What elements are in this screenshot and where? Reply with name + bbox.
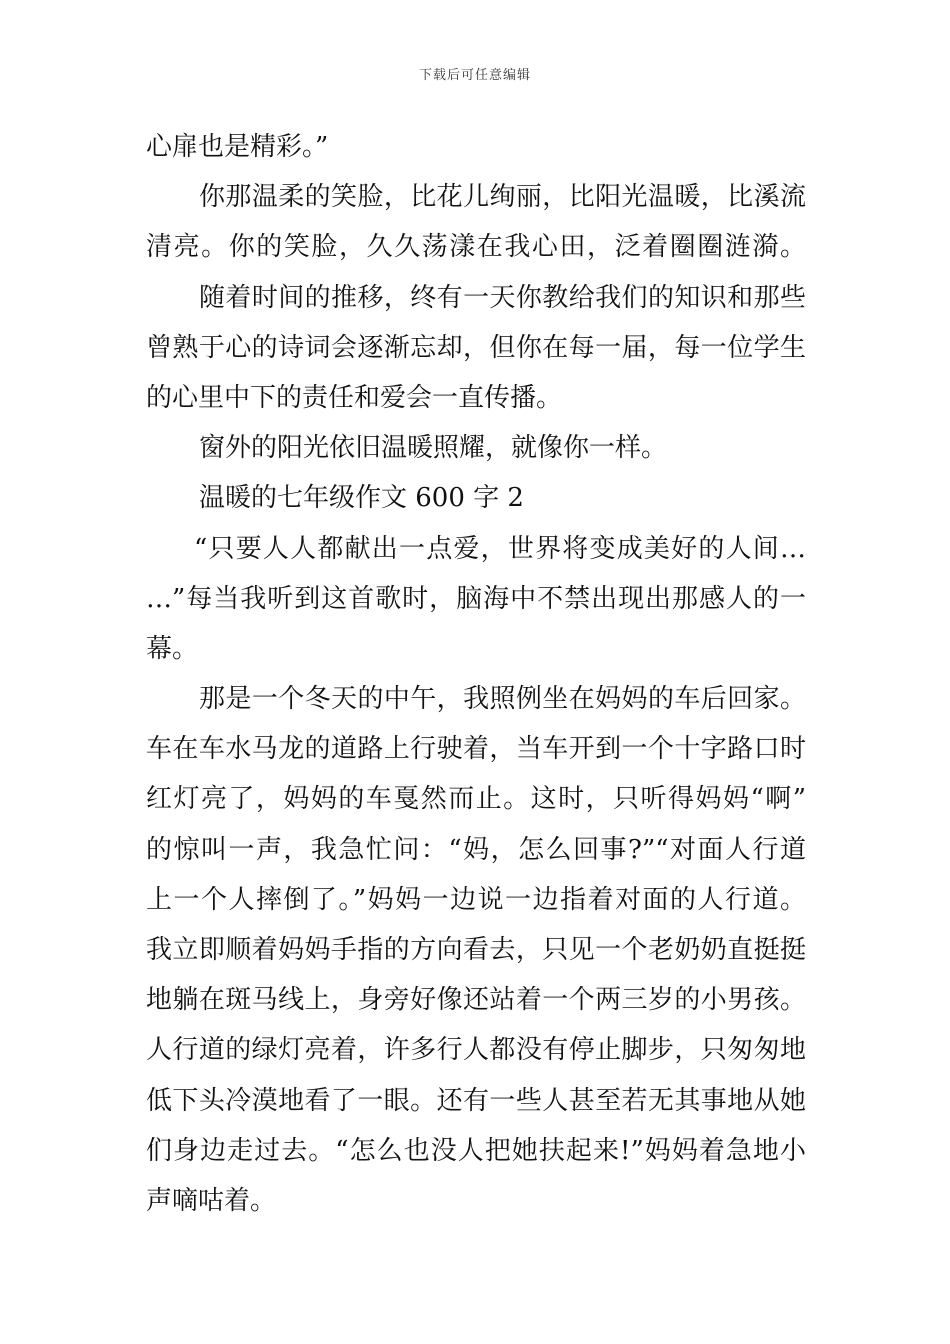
text-line: 地躺在斑马线上，身旁好像还站着一个两三岁的小男孩。 xyxy=(146,985,806,1016)
text-line: 低下头冷漠地看了一眼。还有一些人甚至若无其事地从她 xyxy=(146,1085,806,1116)
text-line: 们身边走过去。“怎么也没人把她扶起来!”妈妈着急地小 xyxy=(146,1135,806,1166)
text-line: …”每当我听到这首歌时，脑海中不禁出现出那感人的一 xyxy=(146,583,806,614)
paragraph-line: 随着时间的推移，终有一天你教给我们的知识和那些 xyxy=(199,282,806,313)
document-body xyxy=(146,122,806,1226)
text-line: 的惊叫一声，我急忙问：“妈，怎么回事?”“对面人行道 xyxy=(146,834,806,865)
text-line: 曾熟于心的诗词会逐渐忘却，但你在每一届，每一位学生 xyxy=(146,332,806,363)
page-header: 下载后可任意编辑 xyxy=(418,68,531,83)
text-line: 我立即顺着妈妈手指的方向看去，只见一个老奶奶直挺挺 xyxy=(146,935,806,965)
paragraph-line: 窗外的阳光依旧温暖照耀，就像你一样。 xyxy=(199,433,668,464)
section-title: 温暖的七年级作文 600 字 2 xyxy=(199,483,524,514)
paragraph-line: 你那温柔的笑脸，比花儿绚丽，比阳光温暖，比溪流 xyxy=(199,182,806,213)
text-line: 心扉也是精彩。” xyxy=(146,132,329,162)
text-line: 清亮。你的笑脸，久久荡漾在我心田，泛着圈圈涟漪。 xyxy=(146,232,806,263)
paragraph-line: 那是一个冬天的中午，我照例坐在妈妈的车后回家。 xyxy=(199,684,806,715)
text-line: 声嘀咕着。 xyxy=(146,1185,277,1216)
text-line: 人行道的绿灯亮着，许多行人都没有停止脚步，只匆匆地 xyxy=(146,1035,806,1066)
text-line: 的心里中下的责任和爱会一直传播。 xyxy=(146,382,563,413)
text-line: 上一个人摔倒了。”妈妈一边说一边指着对面的人行道。 xyxy=(146,884,806,915)
text-line: 幕。 xyxy=(146,633,199,664)
paragraph-line: “只要人人都献出一点爱，世界将变成美好的人间… xyxy=(194,533,806,564)
text-line: 车在车水马龙的道路上行驶着，当车开到一个十字路口时 xyxy=(146,734,806,765)
text-line: 红灯亮了，妈妈的车戛然而止。这时，只听得妈妈“啊” xyxy=(146,784,806,815)
